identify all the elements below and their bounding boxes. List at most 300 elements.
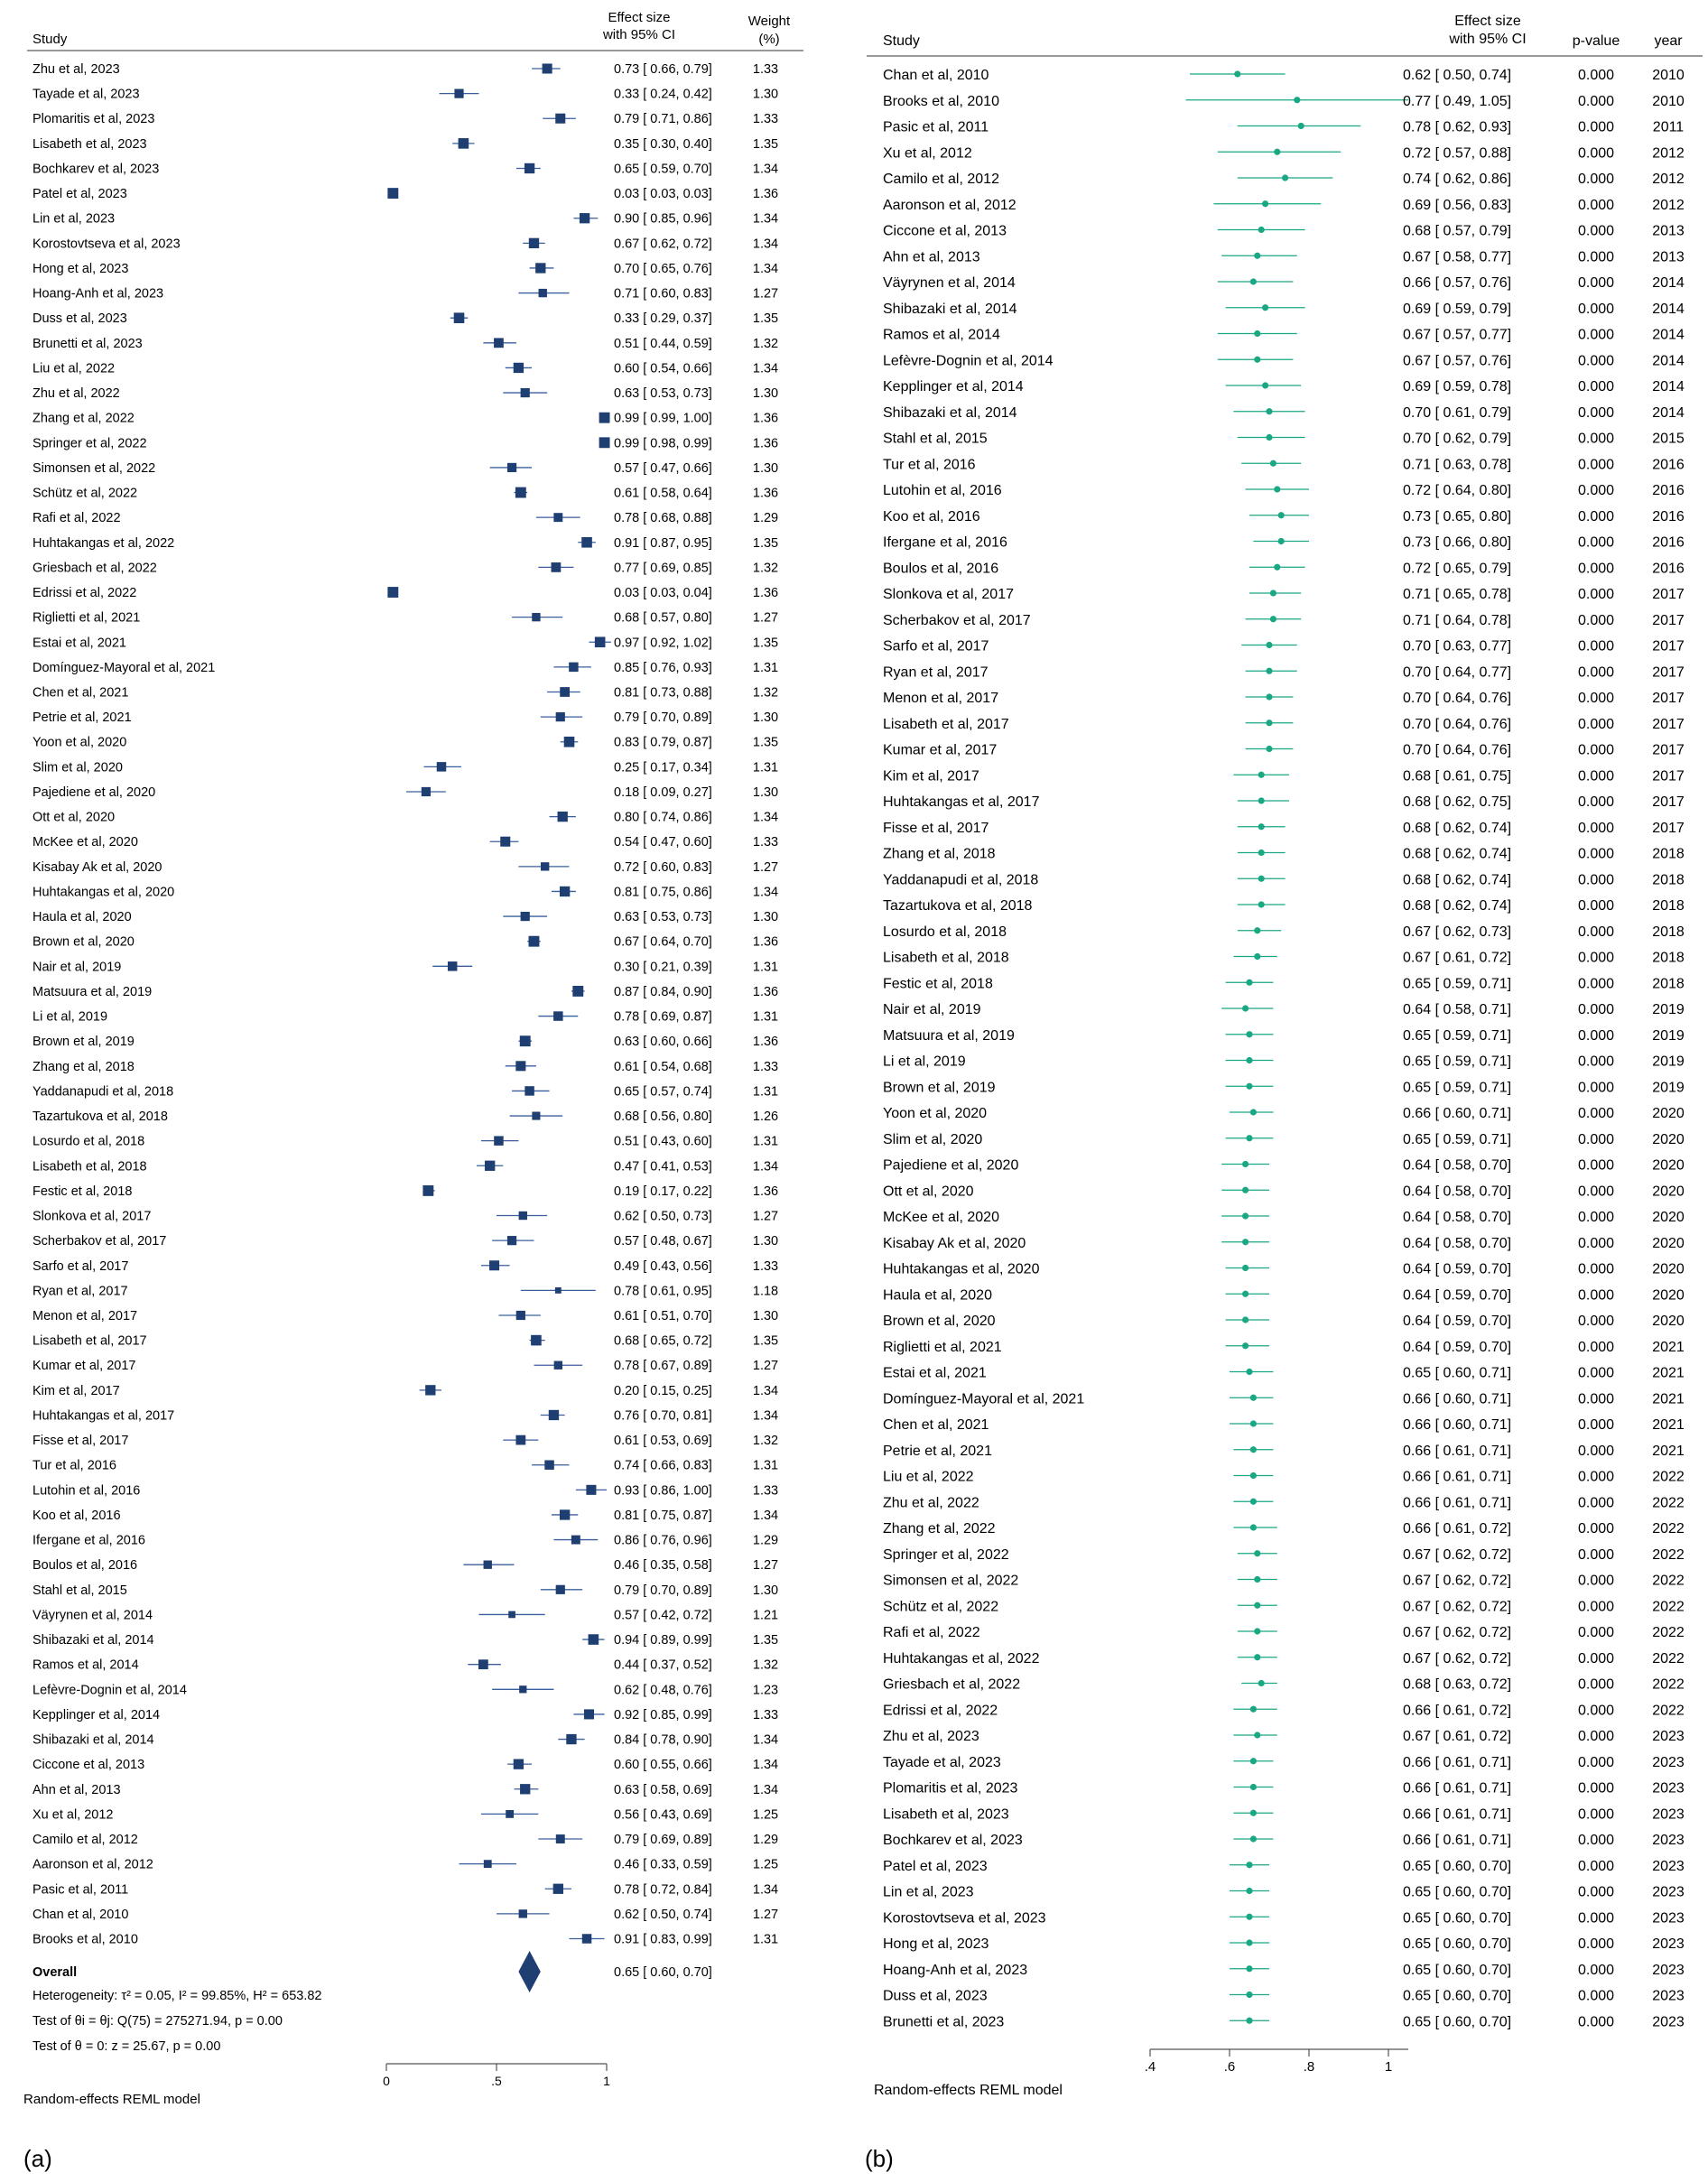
effect-ci-text: 0.77 [ 0.49, 1.05] [1403,93,1512,109]
year-text: 2023 [1652,1910,1685,1927]
p-value-text: 0.000 [1577,1365,1615,1381]
effect-marker [1250,1395,1257,1401]
study-label: Sarfo et al, 2017 [883,638,989,655]
effect-ci-text: 0.64 [ 0.59, 0.70] [1403,1314,1512,1329]
study-label: Zhang et al, 2022 [883,1521,996,1537]
effect-marker [520,1784,530,1794]
weight-text: 1.32 [752,336,779,351]
effect-marker [1246,1083,1252,1090]
weight-text: 1.36 [752,1035,779,1050]
study-label: Ryan et al, 2017 [883,664,989,681]
year-text: 2016 [1652,508,1685,525]
study-label: Pasic et al, 2011 [32,1882,129,1898]
weight-text: 1.36 [752,187,779,202]
p-value-text: 0.000 [1577,301,1615,317]
effect-ci-text: 0.73 [ 0.66, 0.80] [1403,534,1512,551]
effect-ci-text: 0.68 [ 0.62, 0.74] [1403,820,1512,836]
study-label: Zhu et al, 2023 [883,1729,979,1744]
effect-marker [1246,1992,1252,1998]
study-label: McKee et al, 2020 [883,1210,999,1225]
effect-ci-text: 0.65 [ 0.59, 0.71] [1403,1027,1512,1044]
effect-marker [1254,1628,1260,1634]
effect-ci-text: 0.92 [ 0.85, 0.99] [614,1707,712,1722]
year-text: 2020 [1652,1261,1685,1277]
study-label: Springer et al, 2022 [32,436,147,451]
study-label: Huhtakangas et al, 2017 [883,794,1040,810]
panel-b-pvalue-header: p-value [1572,33,1620,49]
study-label: Kim et al, 2017 [32,1383,120,1398]
p-value-text: 0.000 [1577,561,1615,577]
study-label: Edrissi et al, 2022 [32,586,137,601]
study-label: Petrie et al, 2021 [883,1443,992,1459]
study-label: Kisabay Ak et al, 2020 [883,1235,1026,1251]
p-value-text: 0.000 [1577,249,1615,265]
p-value-text: 0.000 [1577,794,1615,810]
effect-ci-text: 0.63 [ 0.58, 0.69] [614,1782,712,1797]
effect-marker [566,1734,576,1744]
year-text: 2022 [1652,1521,1685,1537]
effect-marker [1258,901,1265,907]
weight-text: 1.29 [752,511,779,526]
year-text: 2013 [1652,223,1685,239]
year-text: 2011 [1652,119,1685,135]
study-label: Kumar et al, 2017 [883,742,998,758]
study-label: Brown et al, 2019 [32,1035,135,1050]
study-label: Springer et al, 2022 [883,1546,1009,1563]
p-value-text: 0.000 [1577,872,1615,888]
study-label: Huhtakangas et al, 2020 [883,1261,1040,1277]
study-label: Hoang-Anh et al, 2023 [883,1962,1028,1978]
effect-marker [1242,1239,1249,1245]
effect-marker [1298,123,1304,129]
panel-a-effect-header-1: Effect size [608,10,671,25]
effect-marker [459,138,469,149]
p-value-text: 0.000 [1577,1833,1615,1848]
weight-text: 1.34 [752,237,779,252]
p-value-text: 0.000 [1577,1962,1615,1978]
p-value-text: 0.000 [1577,1676,1615,1693]
study-label: Kepplinger et al, 2014 [883,379,1024,395]
effect-marker [1258,876,1265,882]
p-value-text: 0.000 [1577,1884,1615,1900]
study-label: Pajediene et al, 2020 [883,1157,1019,1174]
study-label: Zhu et al, 2022 [883,1495,979,1511]
effect-ci-text: 0.67 [ 0.61, 0.72] [1403,950,1512,966]
effect-ci-text: 0.70 [ 0.64, 0.77] [1403,664,1512,681]
year-text: 2022 [1652,1495,1685,1511]
effect-marker [437,762,446,771]
year-text: 2021 [1652,1391,1685,1407]
effect-marker [589,1634,599,1645]
weight-text: 1.34 [752,885,779,900]
effect-marker [539,289,547,297]
effect-ci-text: 0.99 [ 0.98, 0.99] [614,436,712,451]
weight-text: 1.36 [752,984,779,999]
p-value-text: 0.000 [1577,1936,1615,1952]
study-label: Scherbakov et al, 2017 [32,1234,167,1249]
effect-ci-text: 0.18 [ 0.09, 0.27] [614,785,712,800]
study-label: Schütz et al, 2022 [883,1599,999,1615]
panel-a-weight-header-1: Weight [747,14,791,29]
year-text: 2017 [1652,664,1685,681]
year-text: 2016 [1652,457,1685,473]
year-text: 2013 [1652,249,1685,265]
study-label: Chen et al, 2021 [32,685,129,701]
x-tick-label: .4 [1144,2059,1156,2075]
effect-ci-text: 0.99 [ 0.99, 1.00] [614,411,712,426]
effect-marker [1278,538,1285,544]
effect-ci-text: 0.35 [ 0.30, 0.40] [614,136,712,152]
p-value-text: 0.000 [1577,197,1615,213]
study-label: Schütz et al, 2022 [32,486,138,501]
study-label: Lisabeth et al, 2023 [32,136,147,152]
effect-ci-text: 0.71 [ 0.65, 0.78] [1403,587,1512,602]
year-text: 2014 [1652,379,1685,395]
study-label: Camilo et al, 2012 [32,1833,138,1848]
p-value-text: 0.000 [1577,1184,1615,1200]
p-value-text: 0.000 [1577,1314,1615,1329]
study-label: Festic et al, 2018 [32,1184,133,1199]
p-value-text: 0.000 [1577,1443,1615,1459]
effect-ci-text: 0.68 [ 0.63, 0.72] [1403,1676,1512,1693]
year-text: 2017 [1652,794,1685,810]
effect-marker [1250,1835,1257,1842]
study-label: Kim et al, 2017 [883,768,979,785]
year-text: 2020 [1652,1131,1685,1147]
effect-marker [1278,512,1285,518]
effect-marker [1242,1187,1249,1193]
study-label: Shibazaki et al, 2014 [32,1732,154,1748]
effect-ci-text: 0.61 [ 0.53, 0.69] [614,1434,712,1449]
p-value-text: 0.000 [1577,223,1615,239]
effect-marker [1250,1499,1257,1505]
study-label: Matsuura et al, 2019 [32,984,153,999]
effect-ci-text: 0.66 [ 0.60, 0.71] [1403,1391,1512,1407]
weight-text: 1.33 [752,112,779,127]
effect-ci-text: 0.67 [ 0.64, 0.70] [614,934,712,950]
weight-text: 1.30 [752,710,779,726]
effect-ci-text: 0.67 [ 0.62, 0.72] [1403,1599,1512,1615]
study-label: Fisse et al, 2017 [32,1434,129,1449]
weight-text: 1.33 [752,62,779,77]
effect-ci-text: 0.69 [ 0.59, 0.79] [1403,301,1512,317]
effect-ci-text: 0.62 [ 0.48, 0.76] [614,1683,712,1698]
study-label: Camilo et al, 2012 [883,172,999,187]
panel-a-heterogeneity: Heterogeneity: τ² = 0.05, I² = 99.85%, H² = 653.82 [32,1989,322,2003]
p-value-text: 0.000 [1577,353,1615,369]
effect-marker [580,213,589,223]
effect-marker [1282,174,1288,181]
year-text: 2022 [1652,1676,1685,1693]
effect-marker [524,163,534,173]
p-value-text: 0.000 [1577,327,1615,343]
effect-ci-text: 0.70 [ 0.64, 0.76] [1403,691,1512,706]
effect-marker [531,1335,542,1346]
effect-marker [1242,1291,1249,1297]
effect-marker [1234,70,1240,77]
effect-marker [1246,2018,1252,2024]
weight-text: 1.27 [752,286,779,302]
effect-marker [454,89,463,98]
effect-marker [1250,1446,1257,1453]
p-value-text: 0.000 [1577,1054,1615,1070]
effect-ci-text: 0.65 [ 0.60, 0.70] [1403,1910,1512,1927]
study-label: Boulos et al, 2016 [883,561,999,577]
p-value-text: 0.000 [1577,1391,1615,1407]
weight-text: 1.27 [752,859,779,875]
panel-a-test-zero: Test of θ = 0: z = 25.67, p = 0.00 [32,2039,221,2054]
effect-ci-text: 0.62 [ 0.50, 0.74] [614,1907,712,1922]
effect-ci-text: 0.66 [ 0.61, 0.71] [1403,1443,1512,1459]
study-label: Lutohin et al, 2016 [883,483,1002,498]
study-label: Stahl et al, 2015 [883,431,988,447]
effect-marker [1246,1031,1252,1037]
effect-marker [553,1884,563,1894]
weight-text: 1.34 [752,261,779,276]
effect-ci-text: 0.64 [ 0.58, 0.70] [1403,1210,1512,1225]
effect-ci-text: 0.79 [ 0.70, 0.89] [614,710,712,726]
effect-ci-text: 0.68 [ 0.62, 0.75] [1403,794,1512,810]
study-label: Lutohin et al, 2016 [32,1483,141,1499]
panel-a-label: (a) [23,2145,52,2172]
study-label: Slonkova et al, 2017 [883,587,1014,602]
effect-ci-text: 0.72 [ 0.65, 0.79] [1403,561,1512,577]
study-label: Lisabeth et al, 2017 [883,716,1009,732]
weight-text: 1.31 [752,1932,779,1947]
x-tick-label: .6 [1223,2059,1236,2075]
p-value-text: 0.000 [1577,1261,1615,1277]
year-text: 2023 [1652,1936,1685,1952]
effect-marker [1254,330,1260,337]
year-text: 2017 [1652,768,1685,785]
weight-text: 1.30 [752,1309,779,1323]
effect-marker [1266,720,1272,726]
year-text: 2022 [1652,1546,1685,1563]
study-label: Brown et al, 2020 [32,934,135,950]
study-label: Griesbach et al, 2022 [32,561,157,576]
study-label: Väyrynen et al, 2014 [32,1608,153,1623]
study-label: Ott et al, 2020 [32,810,116,825]
effect-ci-text: 0.66 [ 0.57, 0.76] [1403,275,1512,291]
effect-ci-text: 0.64 [ 0.58, 0.70] [1403,1235,1512,1251]
weight-text: 1.35 [752,1633,779,1648]
study-label: Duss et al, 2023 [883,1988,988,2004]
study-label: Ott et al, 2020 [883,1184,974,1200]
effect-marker [508,1611,515,1619]
effect-ci-text: 0.57 [ 0.48, 0.67] [614,1234,712,1249]
effect-ci-text: 0.68 [ 0.57, 0.80] [614,610,712,626]
study-label: Duss et al, 2023 [32,311,127,327]
p-value-text: 0.000 [1577,950,1615,966]
weight-text: 1.32 [752,1434,779,1449]
study-label: Boulos et al, 2016 [32,1558,138,1574]
year-text: 2014 [1652,301,1685,317]
effect-marker [521,388,530,397]
p-value-text: 0.000 [1577,976,1615,992]
year-text: 2014 [1652,275,1685,291]
year-text: 2015 [1652,431,1685,447]
study-label: Tazartukova et al, 2018 [32,1110,168,1125]
weight-text: 1.30 [752,460,779,476]
study-label: Simonsen et al, 2022 [32,460,156,476]
effect-marker [1246,980,1252,986]
effect-ci-text: 0.70 [ 0.63, 0.77] [1403,638,1512,655]
study-label: Lin et al, 2023 [883,1884,974,1900]
weight-text: 1.31 [752,1009,779,1025]
overall-label: Overall [32,1965,78,1980]
effect-ci-text: 0.84 [ 0.78, 0.90] [614,1732,712,1748]
year-text: 2021 [1652,1339,1685,1355]
effect-marker [507,1236,516,1245]
study-label: Domínguez-Mayoral et al, 2021 [32,660,216,675]
effect-ci-text: 0.65 [ 0.59, 0.71] [1403,1054,1512,1070]
effect-marker [485,1161,495,1171]
weight-text: 1.26 [752,1110,779,1125]
effect-marker [1266,434,1272,441]
effect-marker [494,1136,503,1145]
year-text: 2018 [1652,924,1685,940]
effect-ci-text: 0.78 [ 0.69, 0.87] [614,1009,712,1025]
weight-text: 1.23 [752,1683,779,1698]
effect-ci-text: 0.79 [ 0.70, 0.89] [614,1583,712,1598]
p-value-text: 0.000 [1577,612,1615,628]
year-text: 2016 [1652,561,1685,577]
effect-marker [1254,1576,1260,1583]
p-value-text: 0.000 [1577,691,1615,706]
effect-ci-text: 0.67 [ 0.61, 0.72] [1403,1729,1512,1744]
effect-marker [1242,1161,1249,1167]
p-value-text: 0.000 [1577,2014,1615,2030]
effect-marker [515,1061,525,1071]
year-text: 2017 [1652,716,1685,732]
year-text: 2018 [1652,846,1685,862]
weight-text: 1.31 [752,960,779,975]
effect-marker [560,687,570,697]
effect-ci-text: 0.69 [ 0.59, 0.78] [1403,379,1512,395]
study-label: Slim et al, 2020 [883,1131,983,1147]
study-label: Losurdo et al, 2018 [883,924,1007,940]
weight-text: 1.33 [752,1483,779,1499]
study-label: Zhang et al, 2018 [32,1059,135,1074]
weight-text: 1.31 [752,1458,779,1473]
year-text: 2018 [1652,976,1685,992]
study-label: Shibazaki et al, 2014 [883,301,1017,317]
forest-plot-b [865,14,1703,2172]
effect-marker [560,1509,570,1519]
p-value-text: 0.000 [1577,1806,1615,1823]
effect-marker [560,887,570,896]
year-text: 2019 [1652,1054,1685,1070]
study-label: Stahl et al, 2015 [32,1583,127,1598]
study-label: Huhtakangas et al, 2022 [883,1650,1040,1667]
effect-ci-text: 0.65 [ 0.60, 0.71] [1403,1365,1512,1381]
effect-marker [448,961,457,970]
effect-marker [1246,1888,1252,1894]
p-value-text: 0.000 [1577,768,1615,785]
weight-text: 1.30 [752,87,779,102]
weight-text: 1.27 [752,1558,779,1574]
study-label: Kepplinger et al, 2014 [32,1707,161,1722]
p-value-text: 0.000 [1577,1780,1615,1797]
study-label: Korostovtseva et al, 2023 [32,237,181,252]
year-text: 2022 [1652,1703,1685,1719]
effect-ci-text: 0.19 [ 0.17, 0.22] [614,1184,712,1199]
effect-ci-text: 0.85 [ 0.76, 0.93] [614,660,712,675]
study-label: Koo et al, 2016 [883,508,980,525]
effect-marker [595,636,606,647]
study-label: Haula et al, 2020 [32,910,132,925]
effect-marker [514,1760,524,1769]
p-value-text: 0.000 [1577,1210,1615,1225]
weight-text: 1.36 [752,934,779,950]
study-label: Lisabeth et al, 2018 [32,1159,147,1175]
study-label: Brunetti et al, 2023 [883,2014,1005,2030]
p-value-text: 0.000 [1577,664,1615,681]
year-text: 2022 [1652,1625,1685,1640]
effect-ci-text: 0.69 [ 0.56, 0.83] [1403,197,1512,213]
study-label: Losurdo et al, 2018 [32,1134,145,1149]
weight-text: 1.30 [752,785,779,800]
p-value-text: 0.000 [1577,1469,1615,1485]
weight-text: 1.35 [752,735,779,750]
year-text: 2023 [1652,1754,1685,1770]
year-text: 2019 [1652,1002,1685,1017]
study-label: Xu et al, 2012 [32,1807,114,1823]
effect-ci-text: 0.63 [ 0.53, 0.73] [614,910,712,925]
weight-text: 1.34 [752,1732,779,1748]
effect-ci-text: 0.67 [ 0.57, 0.77] [1403,327,1512,343]
year-text: 2018 [1652,872,1685,888]
weight-text: 1.31 [752,660,779,675]
effect-marker [1262,382,1268,388]
p-value-text: 0.000 [1577,638,1615,655]
study-label: Nair et al, 2019 [883,1002,981,1017]
study-label: Lisabeth et al, 2017 [32,1333,147,1349]
year-text: 2010 [1652,93,1685,109]
effect-ci-text: 0.71 [ 0.60, 0.83] [614,286,712,302]
effect-marker [1266,642,1272,648]
effect-marker [556,712,565,721]
effect-marker [1254,1654,1260,1660]
effect-marker [1250,1784,1257,1790]
effect-ci-text: 0.64 [ 0.58, 0.71] [1403,1002,1512,1017]
study-label: Edrissi et al, 2022 [883,1703,998,1719]
p-value-text: 0.000 [1577,93,1615,109]
effect-ci-text: 0.78 [ 0.67, 0.89] [614,1359,712,1374]
effect-ci-text: 0.78 [ 0.72, 0.84] [614,1882,712,1898]
study-label: Liu et al, 2022 [32,361,116,376]
study-label: Estai et al, 2021 [32,636,126,651]
weight-text: 1.35 [752,1333,779,1349]
p-value-text: 0.000 [1577,1729,1615,1744]
p-value-text: 0.000 [1577,379,1615,395]
effect-marker [572,986,583,997]
study-label: Tur et al, 2016 [32,1458,116,1473]
p-value-text: 0.000 [1577,1546,1615,1563]
effect-ci-text: 0.67 [ 0.62, 0.72] [1403,1546,1512,1563]
panel-a-study-header: Study [32,32,68,47]
study-label: Menon et al, 2017 [32,1309,138,1323]
effect-ci-text: 0.78 [ 0.68, 0.88] [614,511,712,526]
p-value-text: 0.000 [1577,172,1615,187]
effect-ci-text: 0.61 [ 0.51, 0.70] [614,1309,712,1323]
study-label: Plomaritis et al, 2023 [32,112,155,127]
effect-marker [515,1435,525,1445]
year-text: 2019 [1652,1027,1685,1044]
effect-marker [1254,253,1260,259]
weight-text: 1.35 [752,311,779,327]
year-text: 2022 [1652,1469,1685,1485]
